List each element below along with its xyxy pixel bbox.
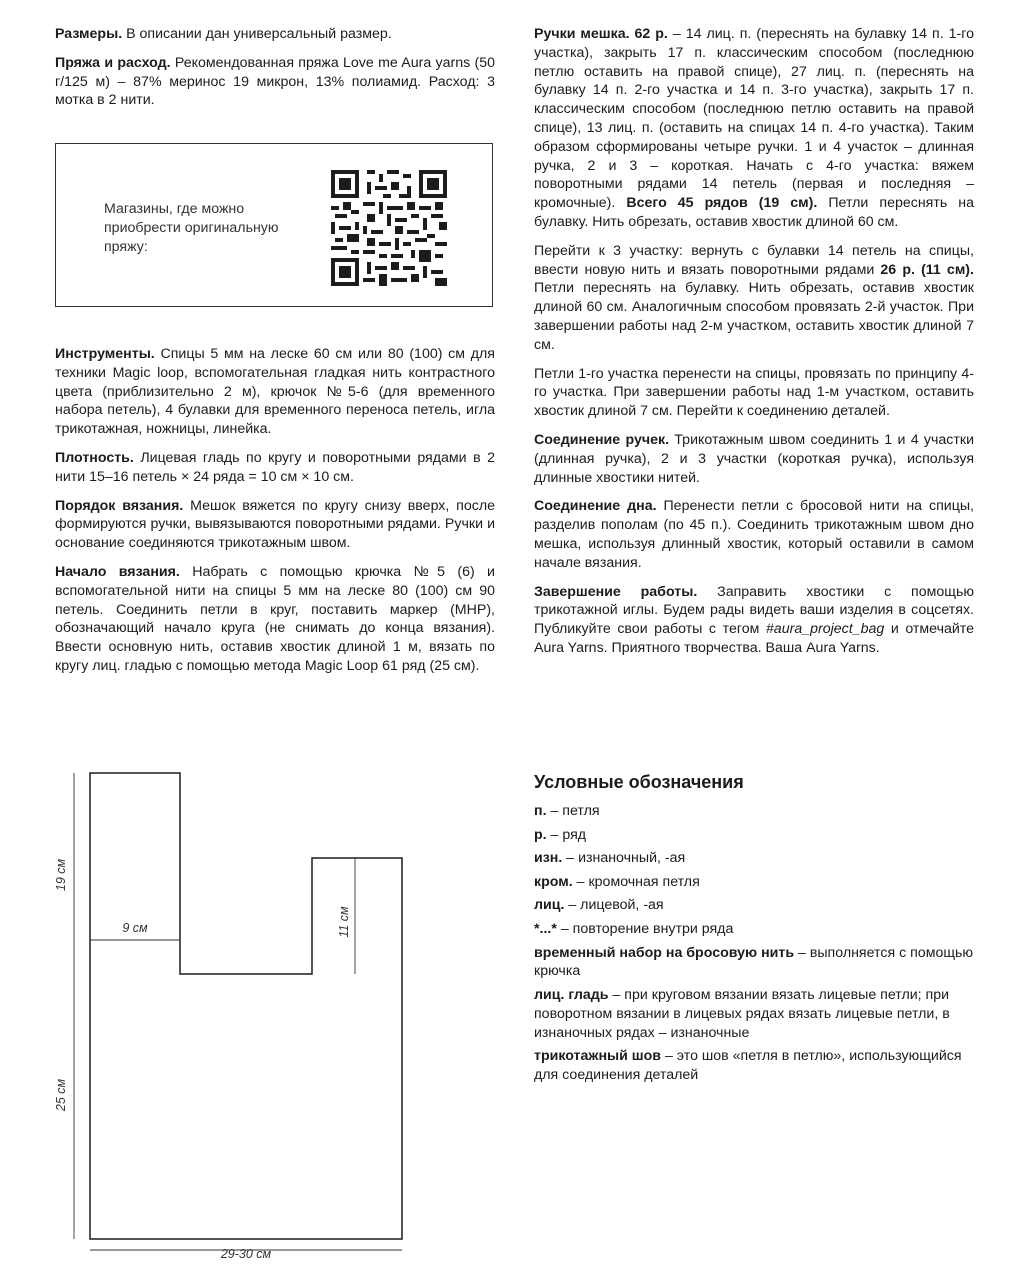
shops-text: Магазины, где можно приобрести оригинальную пряжу: (104, 201, 279, 255)
part3-paragraph: Перейти к 3 участку: вернуть с булавки 14 петель на спицы, ввести новую нить и вязать поворотными рядами 26 р. (11 см). Петли переснять на булавку. Нить обрезать, оставив хвостик длиной 60 см. Аналогичным способом провязать 2-й участок. При завершении работы над 2-м участком, оставить хвостик длиной 7 см. (534, 242, 974, 353)
legend-item (534, 986, 974, 1042)
legend-item (534, 920, 974, 939)
sizes-paragraph: Размеры. В описании дан универсальный размер. (55, 26, 392, 42)
legend-definition: – выполняется с помощью крючка (534, 944, 974, 980)
left-column (55, 25, 495, 120)
join-bottom-paragraph: Соединение дна. Перенести петли с бросовой нити на спицы, разделив пополам (по 45 п.). Соединить трикотажным швом дно мешка, используя длинный хвостик, который оставили в самом начале вязания. (534, 498, 974, 571)
legend-item (534, 826, 974, 845)
density-paragraph: Плотность. Лицевая гладь по кругу и поворотными рядами в 2 нити 15–16 петель × 24 ряда = 10 см × 10 см. (55, 449, 495, 485)
handles-paragraph: Ручки мешка. 62 р. – 14 лиц. п. (переснять на булавку 14 п. 1-го участка), закрыть 17 п. классическим способом (последнюю петлю оставить на правой спице), 27 лиц. п. (переснять на булавку 14 п. 2-го участка и 14 п. 3-го участка), закрыть 17 п. классическим способом (последнюю петлю оставить на правой спице), 13 лиц. п. (оставить на спицах 14 п. 4-го участка). Таким образом сформированы четыре ручки. 1 и 4 участок – длинная ручка, 2 и 3 – короткая. Начать с 4-го участка: вяжем поворотными рядами 14 петель (первая и последняя – кромочные). Всего 45 рядов (19 см). Петли переснять на булавку. Нить обрезать, оставив хвостик длиной 60 см. (534, 26, 974, 230)
legend-definition: – петля (546, 803, 600, 819)
legend-items (534, 802, 974, 1085)
tools-paragraph: Инструменты. Спицы 5 мм на леске 60 см или 80 (100) см для техники Magic loop, вспомогательная гладкая нить контрастного цвета (приблизительно 2 м), крючок №5-6 (для временного набора петель), 4 булавки для временного переноса петель, игла трикотажная, ножницы, линейка. (55, 346, 495, 438)
start-paragraph: Начало вязания. Набрать с помощью крючка №5 (6) и вспомогательной нити на спицы 5 мм на леске 80 (100) см 90 петель. Соединить петли в круг, поставить маркер (МНР), обозначающий начало круга (не снимать до конца вязания). Ввести основную нить, оставив хвостик длиной 1 м, вязать по кругу лиц. гладью с помощью метода Magic Loop 61 ряд (25 см). (55, 563, 495, 674)
order-paragraph: Порядок вязания. Мешок вяжется по кругу снизу вверх, после формируются ручки, вывязываются поворотными рядами. Ручки и основание соединяются трикотажным швом. (55, 497, 495, 552)
legend-item (534, 849, 974, 868)
legend-term: *...* (534, 920, 557, 937)
legend-term: лиц. (534, 897, 565, 914)
legend-definition: – лицевой, -ая (564, 897, 664, 914)
legend-term: р. (534, 826, 547, 843)
legend-definition: – при круговом вязании вязать лицевые петли; при поворотном вязании в лицевых рядах вязать лицевые петли, в изнаночных рядах – изнаночные (534, 986, 950, 1041)
dim-19-label: 19 см (54, 858, 68, 892)
right-column (534, 25, 974, 668)
part1-paragraph: Петли 1-го участка перенести на спицы, провязать по принципу 4-го участка. При завершении работы над 1-м участком, оставить хвостик длиной 7 см. Перейти к соединению деталей. (534, 365, 974, 420)
yarn-paragraph: Пряжа и расход. Рекомендованная пряжа Love me Aura yarns (50 г/125 м) – 87% меринос 19 микрон, 13% полиамид. Расход: 3 мотка в 2 нити. (55, 54, 495, 109)
legend-item (534, 896, 974, 915)
legend-item (534, 1047, 974, 1085)
legend-definition: – кромочная петля (572, 873, 700, 890)
dim-25-label: 25 см (54, 1078, 68, 1112)
legend-term: п. (534, 803, 547, 819)
dim-width-label: 29-30 см (220, 1247, 272, 1261)
bag-scheme (40, 760, 440, 1270)
qr-code-icon[interactable] (331, 170, 447, 286)
legend-item (534, 802, 974, 821)
legend-term: изн. (534, 850, 563, 867)
legend-item (534, 873, 974, 892)
legend-term: кром. (534, 873, 573, 890)
legend-definition: – повторение внутри ряда (556, 920, 734, 937)
legend-title: Условные обозначения (534, 772, 744, 792)
legend-definition: – ряд (546, 826, 587, 843)
legend-term: временный набор на бросовую нить (534, 944, 795, 961)
legend-term: трикотажный шов (534, 1048, 662, 1065)
legend (534, 770, 974, 1090)
legend-definition: – изнаночный, -ая (562, 850, 686, 867)
legend-definition: – это шов «петля в петлю», использующийся для соединения деталей (534, 1048, 962, 1083)
shops-box (55, 143, 493, 307)
bag-outline (90, 773, 402, 1239)
join-handles-paragraph: Соединение ручек. Трикотажным швом соединить 1 и 4 участки (длинная ручка), 2 и 3 участки (короткая ручка), используя длинные хвостики нитей. (534, 431, 975, 486)
legend-term: лиц. гладь (534, 986, 609, 1003)
dim-11-label: 11 см (337, 906, 351, 938)
legend-item (534, 944, 974, 982)
dim-9-label: 9 см (122, 921, 148, 935)
finish-paragraph: Завершение работы. Заправить хвостики с помощью трикотажной иглы. Будем рады видеть ваши изделия в соцсетях. Публикуйте свои работы с тегом #aura_project_bag и отмечайте Aura Yarns. Приятного творчества. Ваша Aura Yarns. (534, 583, 975, 656)
left-column-lower (55, 345, 495, 686)
